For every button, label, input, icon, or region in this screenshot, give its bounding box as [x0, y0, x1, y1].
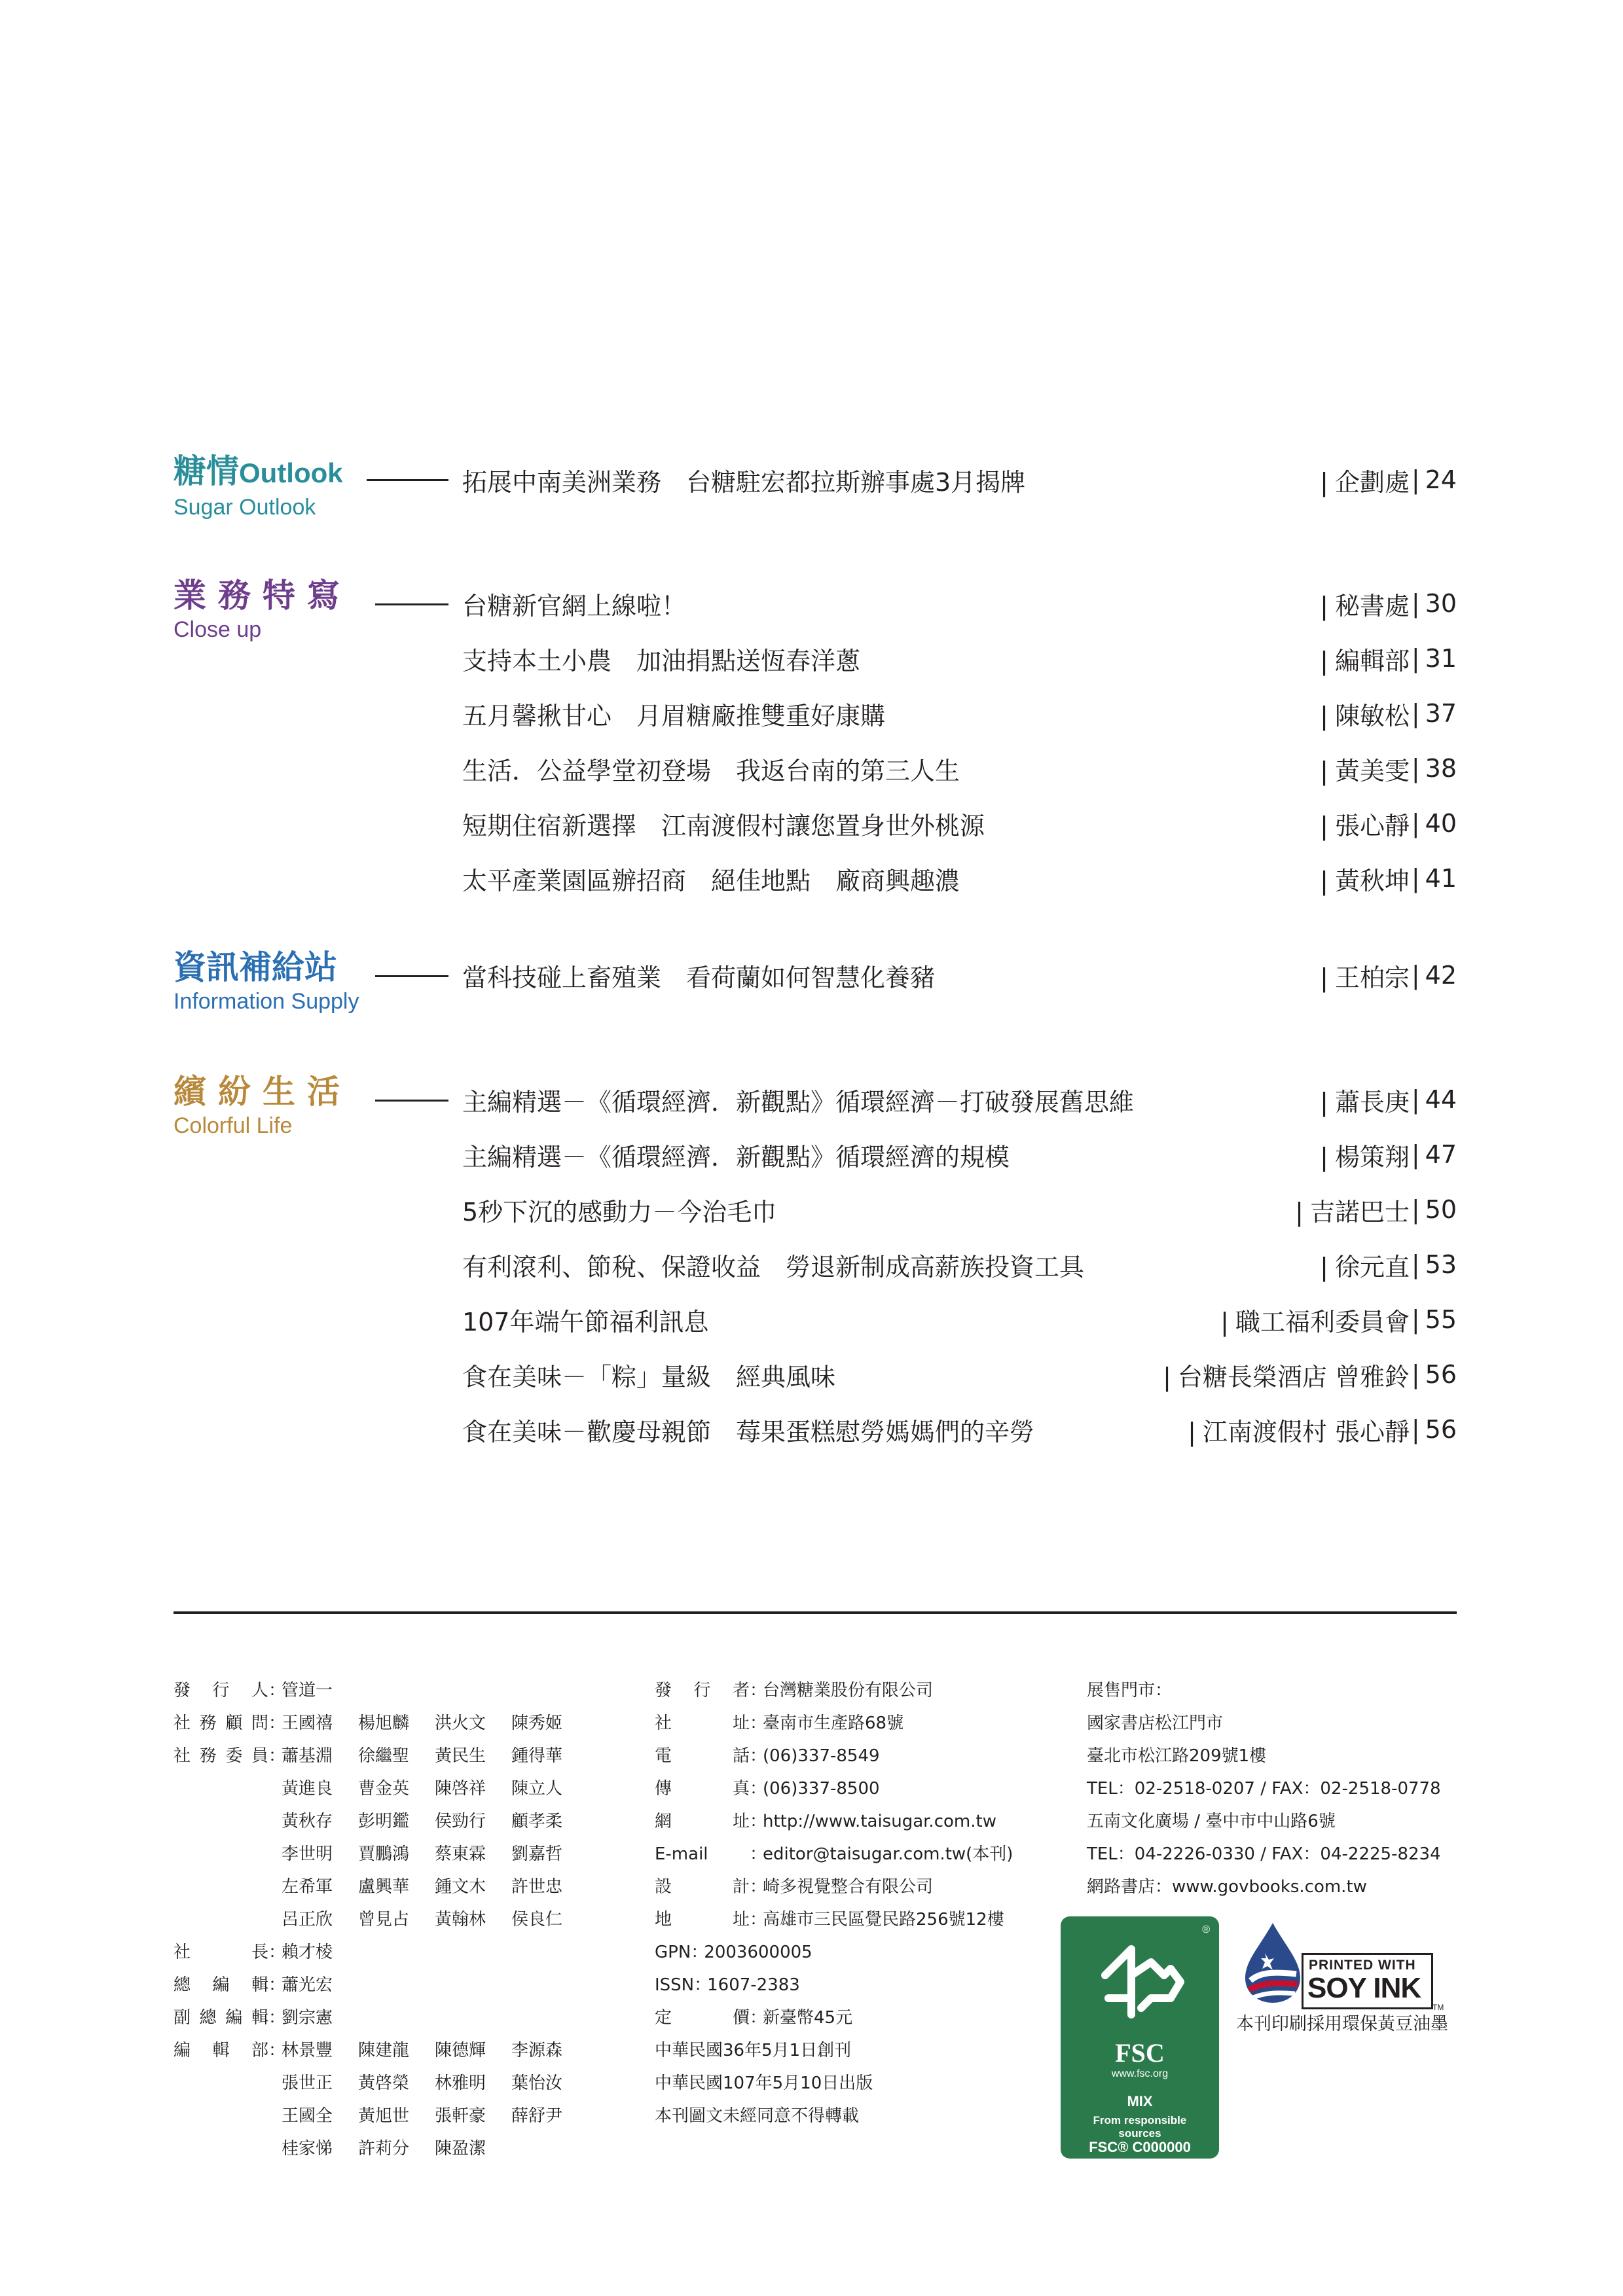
staff-name: 侯良仁 — [511, 1910, 563, 1929]
staff-name: 陳啓祥 — [435, 1779, 486, 1799]
publisher-value: 崎多視覺整合有限公司 — [763, 1877, 934, 1897]
entry-title: 拓展中南美洲業務 台糖駐宏都拉斯辦事處3月揭牌 — [462, 467, 1026, 497]
entry-author: | 企劃處 — [1320, 462, 1410, 498]
staff-name: 呂正欣 — [282, 1910, 333, 1929]
staff-role: 總編輯 — [173, 1975, 268, 1995]
staff-names — [282, 1871, 588, 1903]
publisher-label: 傳真 — [655, 1779, 750, 1799]
staff-names — [282, 1805, 588, 1838]
toc-entry[interactable] — [462, 1182, 1457, 1237]
colon: ： — [750, 1779, 767, 1799]
staff-names — [282, 1903, 588, 1936]
entry-page: | 31 — [1410, 644, 1457, 673]
entry-author: | 吉諾巴士 — [1295, 1192, 1410, 1228]
staff-row — [173, 1805, 632, 1838]
staff-row — [173, 1838, 632, 1871]
toc-entry[interactable] — [462, 452, 1457, 507]
staff-row — [173, 1936, 632, 1969]
publisher-row — [655, 1903, 1061, 1936]
staff-name: 鍾得華 — [511, 1746, 563, 1766]
toc-entry[interactable] — [462, 948, 1457, 1003]
section-subtitle: Sugar Outlook — [173, 495, 316, 520]
publisher-label: 發行者 — [655, 1681, 750, 1700]
staff-name: 盧興華 — [358, 1877, 410, 1897]
publisher-row — [655, 1936, 1061, 1969]
staff-name: 黃民生 — [435, 1746, 486, 1766]
section-subtitle: Close up — [173, 617, 262, 642]
staff-name: 桂家悌 — [282, 2139, 333, 2159]
publisher-row — [655, 1871, 1061, 1903]
section-heading — [173, 452, 462, 520]
publisher-value: (06)337-8549 — [763, 1746, 880, 1766]
staff-name: 薛舒尹 — [511, 2106, 563, 2126]
section-rule — [375, 1100, 448, 1102]
entry-page: | 44 — [1410, 1085, 1457, 1114]
staff-names — [282, 1936, 358, 1969]
soy-line1: PRINTED WITH — [1309, 1958, 1416, 1973]
colon: ： — [268, 2008, 286, 2028]
staff-role: 副總編輯 — [173, 2008, 268, 2028]
publisher-value: 臺南市生產路68號 — [763, 1713, 904, 1733]
publisher-row — [655, 1707, 1061, 1740]
toc-entry[interactable] — [462, 686, 1457, 741]
entry-page: | 56 — [1410, 1415, 1457, 1444]
entry-page: | 53 — [1410, 1250, 1457, 1279]
publisher-value: 1607-2383 — [707, 1975, 800, 1995]
section-title: 糖情Outlook — [173, 452, 343, 490]
colophon-divider — [173, 1611, 1457, 1614]
entry-title: 支持本土小農 加油捐點送恆春洋蔥 — [462, 646, 861, 675]
entry-author: | 黃秋坤 — [1320, 861, 1410, 897]
entry-page: | 42 — [1410, 961, 1457, 990]
entry-list — [462, 452, 1457, 507]
staff-row — [173, 2132, 632, 2165]
staff-row — [173, 2067, 632, 2100]
publication-note: 中華民國107年5月10日出版 — [655, 2073, 873, 2093]
colon: ： — [750, 1877, 767, 1897]
staff-row — [173, 1674, 632, 1707]
section-sugar-outlook — [173, 452, 1457, 576]
staff-names — [282, 1707, 588, 1740]
staff-name: 蔡東霖 — [435, 1844, 486, 1864]
staff-name: 顧孝柔 — [511, 1812, 563, 1831]
staff-name: 許世忠 — [511, 1877, 563, 1897]
colon: ： — [750, 1910, 767, 1929]
entry-author: | 徐元直 — [1320, 1247, 1410, 1283]
fsc-mix: MIX — [1127, 2093, 1153, 2109]
sales-line: TEL：02-2518-0207 / FAX：02-2518-0778 — [1087, 1779, 1441, 1799]
soy-ink-logo — [1236, 1916, 1459, 2034]
section-heading — [173, 576, 462, 643]
entry-list — [462, 948, 1457, 1003]
publisher-label: GPN — [655, 1943, 691, 1962]
publication-note: 中華民國36年5月1日創刊 — [655, 2041, 852, 2060]
staff-role: 編輯部 — [173, 2041, 268, 2060]
entry-page: | 55 — [1410, 1305, 1457, 1334]
colon: ： — [750, 1844, 767, 1864]
section-rule — [375, 975, 448, 977]
staff-list — [173, 1674, 632, 2165]
staff-name: 曾見占 — [358, 1910, 410, 1929]
entry-author: | 江南渡假村 張心靜 — [1188, 1412, 1410, 1448]
staff-name: 張世正 — [282, 2073, 333, 2093]
colon: ： — [268, 1943, 286, 1962]
soy-ink-badge — [1302, 1953, 1433, 2009]
section-information-supply — [173, 948, 1457, 1072]
section-heading — [173, 1072, 462, 1139]
publisher-label: 設計 — [655, 1877, 750, 1897]
publisher-value: 台灣糖業股份有限公司 — [763, 1681, 934, 1700]
toc-entry[interactable] — [462, 796, 1457, 851]
entry-page: | 30 — [1410, 589, 1457, 618]
staff-name: 黃旭世 — [358, 2106, 410, 2126]
entry-page: | 24 — [1410, 465, 1457, 494]
entry-author: | 張心靜 — [1320, 806, 1410, 842]
toc-entry[interactable] — [462, 851, 1457, 906]
publisher-label: 社址 — [655, 1713, 750, 1733]
toc-entry[interactable] — [462, 741, 1457, 796]
publisher-row — [655, 1969, 1061, 2001]
section-title: 資訊補給站 — [173, 948, 337, 986]
staff-row — [173, 1903, 632, 1936]
staff-name: 陳盈潔 — [435, 2139, 486, 2159]
colon: ： — [268, 1975, 286, 1995]
entry-author: | 秘書處 — [1320, 586, 1410, 622]
section-title: 業務特寫 — [173, 577, 352, 615]
registered-mark: ® — [1202, 1924, 1210, 1935]
colon: ： — [268, 1713, 286, 1733]
colon: ： — [694, 1975, 712, 1995]
staff-name: 王國禧 — [282, 1713, 333, 1733]
entry-title: 台糖新官網上線啦！ — [462, 591, 687, 620]
staff-name: 蕭光宏 — [282, 1975, 333, 1995]
staff-names — [282, 2132, 511, 2165]
publisher-value: 高雄市三民區覺民路256號12樓 — [763, 1910, 1004, 1929]
staff-name: 管道一 — [282, 1681, 333, 1700]
toc-entry[interactable] — [462, 631, 1457, 686]
staff-name: 李源森 — [511, 2041, 563, 2060]
entry-page: | 38 — [1410, 754, 1457, 783]
staff-name: 彭明鑑 — [358, 1812, 410, 1831]
entry-page: | 37 — [1410, 699, 1457, 728]
soy-drop-icon — [1240, 1920, 1305, 2005]
toc-entry[interactable] — [462, 1127, 1457, 1182]
entry-title: 當科技碰上畜殖業 看荷蘭如何智慧化養豬 — [462, 963, 936, 992]
staff-row — [173, 1871, 632, 1903]
entry-author: | 編輯部 — [1320, 641, 1410, 677]
staff-names — [282, 2001, 358, 2034]
entry-title: 107年端午節福利訊息 — [462, 1307, 709, 1336]
staff-row — [173, 2100, 632, 2132]
publisher-value: (06)337-8500 — [763, 1779, 880, 1799]
colon: ： — [268, 1681, 286, 1700]
staff-name: 張軒豪 — [435, 2106, 486, 2126]
entry-title: 生活．公益學堂初登場 我返台南的第三人生 — [462, 756, 960, 785]
entry-title: 食在美味－「粽」量級 經典風味 — [462, 1362, 836, 1391]
entry-list — [462, 576, 1457, 906]
entry-title: 主編精選－《循環經濟．新觀點》循環經濟－打破發展舊思維 — [462, 1087, 1135, 1117]
publisher-label: 網址 — [655, 1812, 750, 1831]
sales-line: 展售門市： — [1087, 1681, 1173, 1700]
publisher-row — [655, 1740, 1061, 1772]
entry-author: | 職工福利委員會 — [1220, 1302, 1410, 1338]
staff-name: 陳秀姬 — [511, 1713, 563, 1733]
colon: ： — [750, 1812, 767, 1831]
trademark-mark: TM — [1432, 2003, 1444, 2012]
section-heading — [173, 948, 462, 1014]
staff-name: 左希軍 — [282, 1877, 333, 1897]
staff-row — [173, 1740, 632, 1772]
staff-names — [282, 1740, 588, 1772]
staff-role: 社務顧問 — [173, 1713, 268, 1733]
section-rule — [367, 479, 448, 481]
entry-title: 5秒下沉的感動力－今治毛巾 — [462, 1197, 777, 1227]
publisher-row — [655, 1674, 1061, 1707]
staff-name: 黃啓榮 — [358, 2073, 410, 2093]
staff-names — [282, 1838, 588, 1871]
entry-author: | 蕭長庚 — [1320, 1082, 1410, 1118]
staff-name: 黃翰林 — [435, 1910, 486, 1929]
staff-name: 王國全 — [282, 2106, 333, 2126]
colon: ： — [691, 1943, 708, 1962]
staff-names — [282, 2067, 588, 2100]
entry-title: 太平產業園區辦招商 絕佳地點 廠商興趣濃 — [462, 866, 960, 895]
sales-line: 五南文化廣場 / 臺中市中山路6號 — [1087, 1812, 1336, 1831]
staff-names — [282, 2100, 588, 2132]
staff-name: 侯勁行 — [435, 1812, 486, 1831]
colon: ： — [268, 2041, 286, 2060]
fsc-label — [1061, 1916, 1219, 2159]
section-subtitle: Colorful Life — [173, 1113, 293, 1138]
toc-entry[interactable] — [462, 1237, 1457, 1292]
publisher-row — [655, 1772, 1061, 1805]
fsc-code: FSC® C000000 — [1089, 2139, 1191, 2155]
colon: ： — [750, 1746, 767, 1766]
section-subtitle: Information Supply — [173, 989, 359, 1014]
fsc-name: FSC — [1115, 2038, 1165, 2068]
entry-page: | 41 — [1410, 864, 1457, 893]
toc-entry[interactable] — [462, 1292, 1457, 1347]
staff-role: 發行人 — [173, 1681, 268, 1700]
staff-name: 陳立人 — [511, 1779, 563, 1799]
entry-title: 短期住宿新選擇 江南渡假村讓您置身世外桃源 — [462, 811, 985, 840]
toc-entry[interactable] — [462, 1402, 1457, 1457]
staff-name: 黃秋存 — [282, 1812, 333, 1831]
entry-page: | 56 — [1410, 1360, 1457, 1389]
staff-names — [282, 2034, 588, 2067]
toc-entry[interactable] — [462, 1072, 1457, 1127]
entry-title: 食在美味－歡慶母親節 莓果蛋糕慰勞媽媽們的辛勞 — [462, 1417, 1035, 1446]
entry-title: 五月馨揪甘心 月眉糖廠推雙重好康購 — [462, 701, 886, 730]
section-close-up — [173, 576, 1457, 948]
entry-page: | 50 — [1410, 1195, 1457, 1224]
staff-role: 社務委員 — [173, 1746, 268, 1766]
staff-name: 葉怡汝 — [511, 2073, 563, 2093]
staff-name: 楊旭麟 — [358, 1713, 410, 1733]
publisher-value: 新臺幣45元 — [763, 2008, 853, 2028]
staff-name: 李世明 — [282, 1844, 333, 1864]
publication-note: 本刊圖文未經同意不得轉載 — [655, 2106, 860, 2126]
colon: ： — [268, 1746, 286, 1766]
publisher-info — [655, 1674, 1061, 2132]
entry-author: | 王柏宗 — [1320, 958, 1410, 994]
staff-names — [282, 1674, 358, 1707]
entry-author: | 黃美雯 — [1320, 751, 1410, 787]
sales-line[interactable]: 網路書店：www.govbooks.com.tw — [1087, 1877, 1367, 1897]
publisher-value[interactable]: editor@taisugar.com.tw(本刊) — [763, 1844, 1013, 1864]
sales-line: 國家書店松江門市 — [1087, 1713, 1224, 1733]
staff-name: 陳建龍 — [358, 2041, 410, 2060]
staff-names — [282, 1772, 588, 1805]
staff-row — [173, 2034, 632, 2067]
entry-page: | 47 — [1410, 1140, 1457, 1169]
entry-author: | 台糖長榮酒店 曾雅鈴 — [1163, 1357, 1410, 1393]
publisher-row — [655, 1838, 1061, 1871]
sales-line: TEL：04-2226-0330 / FAX：04-2225-8234 — [1087, 1844, 1441, 1864]
staff-name: 賴才棱 — [282, 1943, 333, 1962]
publisher-label: 地址 — [655, 1910, 750, 1929]
entry-title: 主編精選－《循環經濟．新觀點》循環經濟的規模 — [462, 1142, 1010, 1172]
toc-entry[interactable] — [462, 1347, 1457, 1402]
staff-name: 林景豐 — [282, 2041, 333, 2060]
section-title: 繽紛生活 — [173, 1073, 352, 1111]
staff-name: 劉嘉哲 — [511, 1844, 563, 1864]
colon: ： — [750, 1681, 767, 1700]
publisher-value: 2003600005 — [704, 1943, 812, 1962]
staff-name: 賈鵬鴻 — [358, 1844, 410, 1864]
fsc-tree-icon — [1085, 1936, 1194, 2034]
staff-row — [173, 1772, 632, 1805]
entry-author: | 陳敏松 — [1320, 696, 1410, 732]
colon: ： — [750, 2008, 767, 2028]
publisher-label: E-mail — [655, 1844, 708, 1864]
section-rule — [375, 603, 448, 605]
staff-names — [282, 1969, 358, 2001]
staff-name: 林雅明 — [435, 2073, 486, 2093]
publisher-row — [655, 2001, 1061, 2034]
publisher-value[interactable]: http://www.taisugar.com.tw — [763, 1812, 996, 1831]
publisher-label: 定價 — [655, 2008, 750, 2028]
publisher-row — [655, 1805, 1061, 1838]
staff-name: 黃進良 — [282, 1779, 333, 1799]
publisher-label: ISSN — [655, 1975, 695, 1995]
soy-ink-caption: 本刊印刷採用環保黃豆油墨 — [1236, 2014, 1448, 2034]
soy-line2: SOY INK — [1307, 1972, 1421, 2004]
entry-list — [462, 1072, 1457, 1457]
staff-role: 社長 — [173, 1943, 268, 1962]
sales-line: 臺北市松江路209號1樓 — [1087, 1746, 1267, 1766]
staff-name: 陳德輝 — [435, 2041, 486, 2060]
entry-page: | 40 — [1410, 809, 1457, 838]
staff-name: 洪火文 — [435, 1713, 486, 1733]
staff-name: 徐繼聖 — [358, 1746, 410, 1766]
staff-name: 許莉分 — [358, 2139, 410, 2159]
sales-outlets — [1087, 1674, 1480, 1903]
entry-author: | 楊策翔 — [1320, 1137, 1410, 1173]
toc-entry[interactable] — [462, 576, 1457, 631]
publisher-label: 電話 — [655, 1746, 750, 1766]
staff-name: 蕭基淵 — [282, 1746, 333, 1766]
colon: ： — [750, 1713, 767, 1733]
section-colorful-life — [173, 1072, 1457, 1478]
fsc-url: www.fsc.org — [1111, 2068, 1169, 2079]
entry-title: 有利滾利、節稅、保證收益 勞退新制成高薪族投資工具 — [462, 1252, 1085, 1282]
fsc-responsible: From responsible sources — [1093, 2114, 1187, 2140]
staff-row — [173, 1969, 632, 2001]
staff-name: 劉宗憲 — [282, 2008, 333, 2028]
staff-row — [173, 2001, 632, 2034]
staff-row — [173, 1707, 632, 1740]
staff-name: 曹金英 — [358, 1779, 410, 1799]
staff-name: 鍾文木 — [435, 1877, 486, 1897]
table-of-contents — [173, 452, 1457, 1478]
